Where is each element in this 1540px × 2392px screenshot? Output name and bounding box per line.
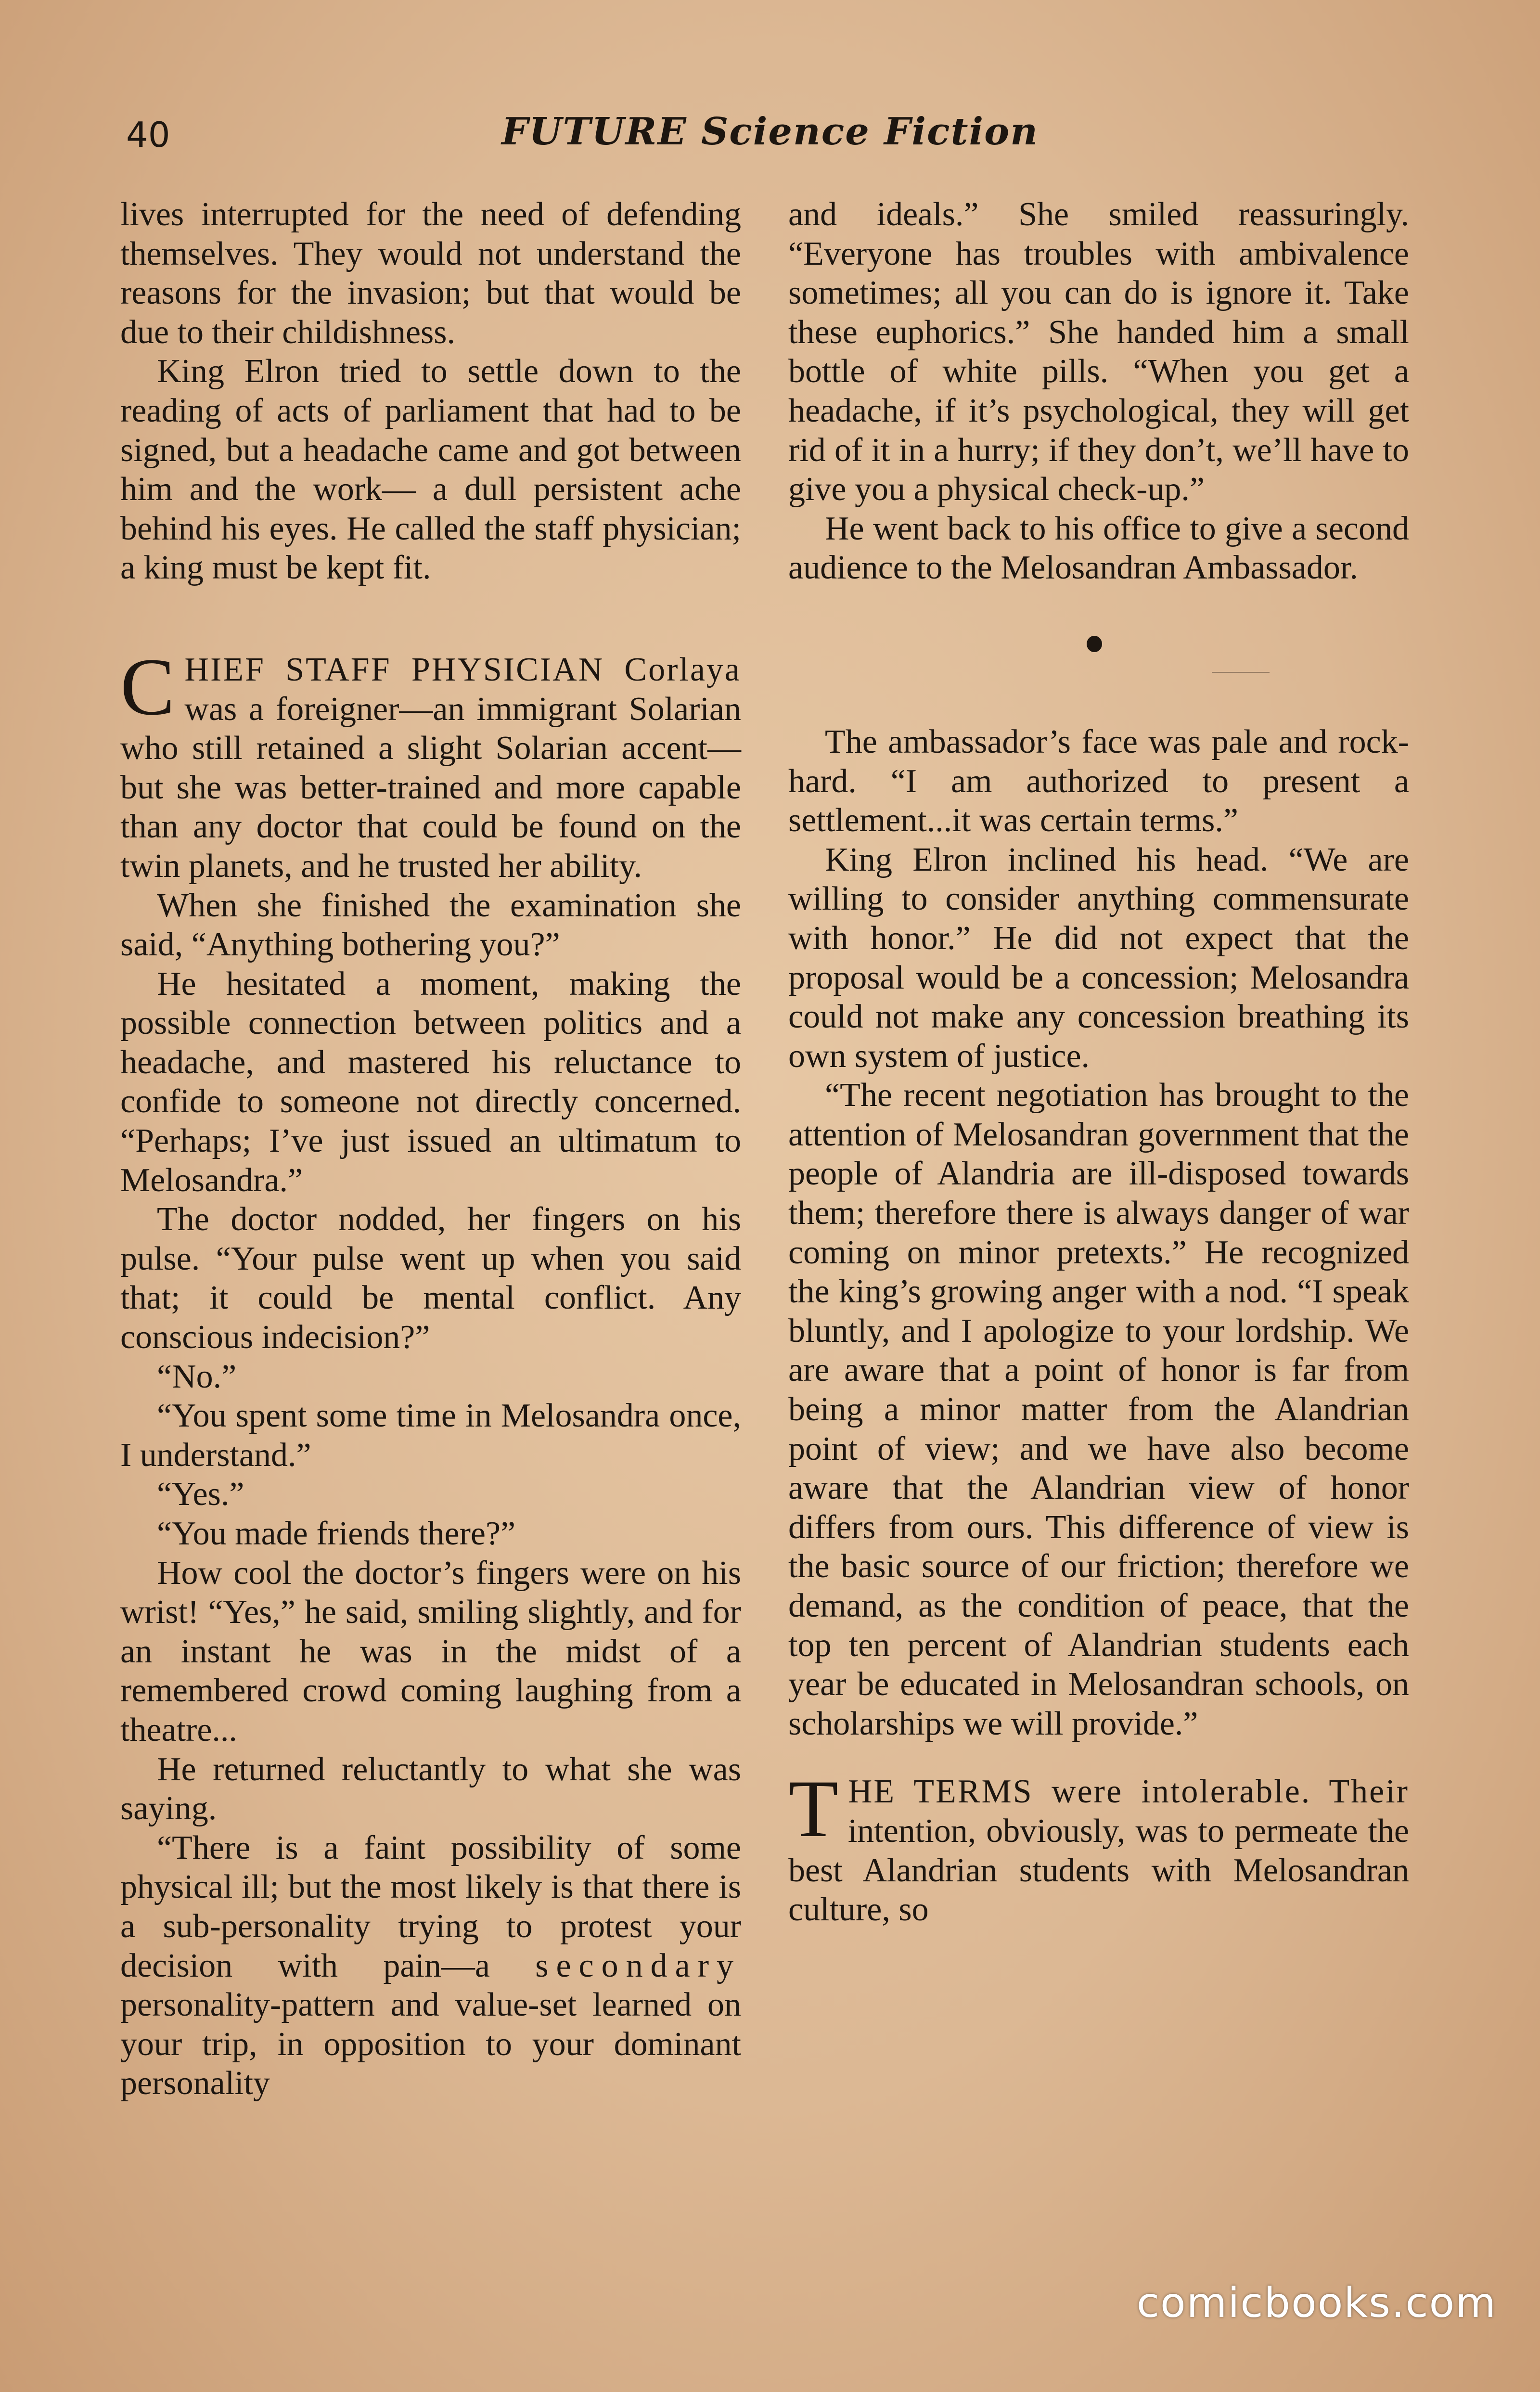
paragraph: King Elron tried to settle down to the reading of acts of parliament that had to be signed, but a headache came and got between him and the work— a dull persistent ache behind his eyes. He called the staff physician; a king must be kept fit. xyxy=(120,353,741,587)
paragraph: When she finished the examination she said, “Anything bothering you?” xyxy=(120,887,741,964)
right-column xyxy=(788,195,1409,1929)
section-opening-paragraph xyxy=(120,641,741,886)
drop-cap: T xyxy=(788,1763,838,1854)
paragraph: How cool the doctor’s fingers were on his wrist! “Yes,” he said, smiling slightly, and for an instant he was in the midst of a remembered crowd coming laughing from a theatre... xyxy=(120,1554,741,1749)
paragraph: “You spent some time in Melosandra once, I understand.” xyxy=(120,1397,741,1474)
section-break xyxy=(120,588,741,650)
paragraph: “Yes.” xyxy=(157,1476,244,1513)
section-break xyxy=(788,588,1409,722)
paragraph-text: HIEF STAFF PHYSICIAN Corlaya was a foreigner—an immigrant Solarian who still retained a slight Solarian accent—but she was better-trained and more capable than any doctor that could be found on the twin planets, and he trusted her ability. xyxy=(120,651,741,885)
divider xyxy=(1212,672,1270,673)
paragraph-text: personality-pattern and value-set learned on your trip, in opposition to your dominant personality xyxy=(120,1986,741,2102)
emphasized-word: secondary xyxy=(535,1947,742,1984)
left-column xyxy=(120,195,741,2103)
paragraph: lives interrupted for the need of defending themselves. They would not understand the reasons for the invasion; but that would be due to their childishness. xyxy=(120,196,741,351)
paragraph: “You made friends there?” xyxy=(157,1515,516,1552)
section-bullet-icon xyxy=(1087,636,1102,652)
section-break xyxy=(788,1743,1409,1772)
paragraph: “The recent negotiation has brought to the attention of Melosandran government that the people of Alandria are ill-disposed towards them; therefore there is always danger of war coming on minor pretexts.” He recognized the king’s growing anger with a nod. “I speak bluntly, and I apologize to your lordship. We are aware that a point of honor is far from being a minor matter from the Alandrian point of view; and we have also become aware that the Alandrian view of honor differs from ours. This difference of view is the basic source of our friction; therefore we demand, as the condition of peace, that the top ten percent of Alandrian students each year be educated in Melosandran schools, on scholarships we will provide.” xyxy=(788,1077,1409,1742)
paragraph: He went back to his office to give a second audience to the Melosandran Ambassador. xyxy=(788,510,1409,587)
paragraph: The doctor nodded, her fingers on his pulse. “Your pulse went up when you said that; it could be mental conflict. Any conscious indecision?” xyxy=(120,1201,741,1356)
running-head: FUTURE Science Fiction xyxy=(501,110,1039,154)
paragraph: He hesitated a moment, making the possible connection between politics and a headache, and mastered his reluctance to confide to someone not directly concerned. “Perhaps; I’ve just issued an ultimatum to Melosandra.” xyxy=(120,965,741,1199)
paragraph xyxy=(120,1828,741,2103)
drop-cap: C xyxy=(120,641,175,732)
paragraph: “No.” xyxy=(157,1358,237,1395)
watermark: comicbooks.com xyxy=(1136,2279,1497,2327)
section-opening-paragraph xyxy=(788,1763,1409,1929)
paragraph: and ideals.” She smiled reassuringly. “Everyone has troubles with ambivalence sometimes; all you can do is ignore it. Take these euphorics.” She handed him a small bottle of white pills. “When you get a headache, if it’s psychological, they will get rid of it in a hurry; if they don’t, we’ll have to give you a physical check-up.” xyxy=(788,196,1409,508)
paragraph: King Elron inclined his head. “We are willing to consider anything commensurate with honor.” He did not expect that the proposal would be a concession; Melosandra could not make any concession breathing its own system of justice. xyxy=(788,841,1409,1075)
paragraph-text: HE TERMS were intolerable. Their intention, obviously, was to permeate the best Alandrian students with Melosandran culture, so xyxy=(788,1773,1409,1929)
paragraph: The ambassador’s face was pale and rock-hard. “I am authorized to present a settlement...it was certain terms.” xyxy=(788,723,1409,839)
page-number: 40 xyxy=(126,115,170,155)
paragraph: He returned reluctantly to what she was saying. xyxy=(120,1750,741,1827)
paragraph-text: “There is a faint possibility of some physical ill; but the most likely is that there is a sub-personality trying to protest your decision with pain—a xyxy=(120,1829,741,1984)
